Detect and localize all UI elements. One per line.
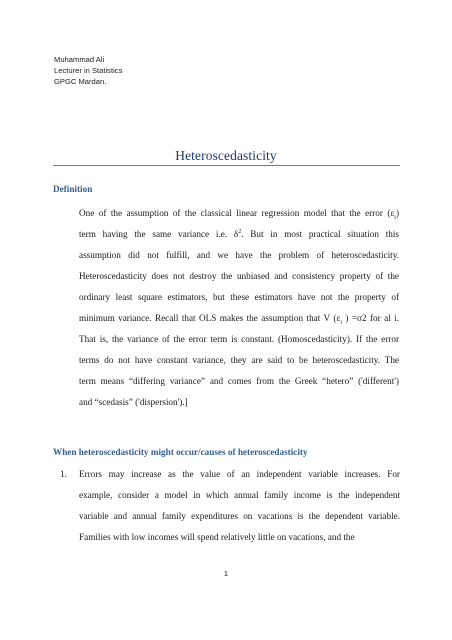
list-item-line: variable and annual family expenditures on vacations is the dependent variable. (79, 511, 400, 521)
list-item (79, 464, 400, 548)
paragraph-line: term having the same variance i.e. $\delta^2$. But in most practical situation this (79, 228, 399, 239)
title-underline (53, 165, 400, 166)
paragraph-line: Heteroscedasticity does not destroy the unbiased and consistency property of the (79, 271, 399, 281)
page-number: 1 (223, 569, 229, 578)
paragraph-line: ordinary least square estimators, but these estimators have not the property of (79, 292, 399, 302)
author-block (54, 54, 122, 87)
list-item-line: Families with low incomes will spend relatively little on vacations, and the (79, 532, 355, 542)
list-item-line: example, consider a model in which annual family income is the independent (79, 490, 400, 500)
paragraph-line: term means “differing variance” and comes from the Greek “hetero” ('different') (79, 376, 399, 386)
paragraph-line: terms do not have constant variance, they are said to be heteroscedasticity. The (79, 355, 399, 365)
definition-paragraph (79, 203, 399, 413)
paragraph-line: That is, the variance of the error term is constant. (Homoscedasticity). If the error (79, 334, 399, 344)
list-item-line: Errors may increase as the value of an independent variable increases. For (79, 469, 400, 479)
author-role: Lecturer in Statistics (54, 66, 123, 75)
author-institution: GPGC Mardan. (54, 77, 107, 86)
paragraph-line: minimum variance. Recall that OLS makes the assumption that V ($\varepsilon_i$ ) =σ2 for al i. (79, 313, 399, 326)
definition-heading: Definition (53, 184, 93, 194)
list-item-number: 1. (60, 469, 67, 479)
author-name: Muhammad Ali (54, 55, 105, 64)
paragraph-line: and “scedasis” ('dispersion').] (79, 397, 188, 407)
paragraph-line: assumption did not fulfill, and we have the problem of heteroscedasticity. (79, 250, 399, 260)
document-title: Heteroscedasticity (175, 148, 277, 163)
paragraph-line: One of the assumption of the classical linear regression model that the error $(\varepsilon_i)$ (79, 208, 399, 221)
causes-heading: When heteroscedasticity might occur/causes of heteroscedasticity (53, 447, 308, 457)
